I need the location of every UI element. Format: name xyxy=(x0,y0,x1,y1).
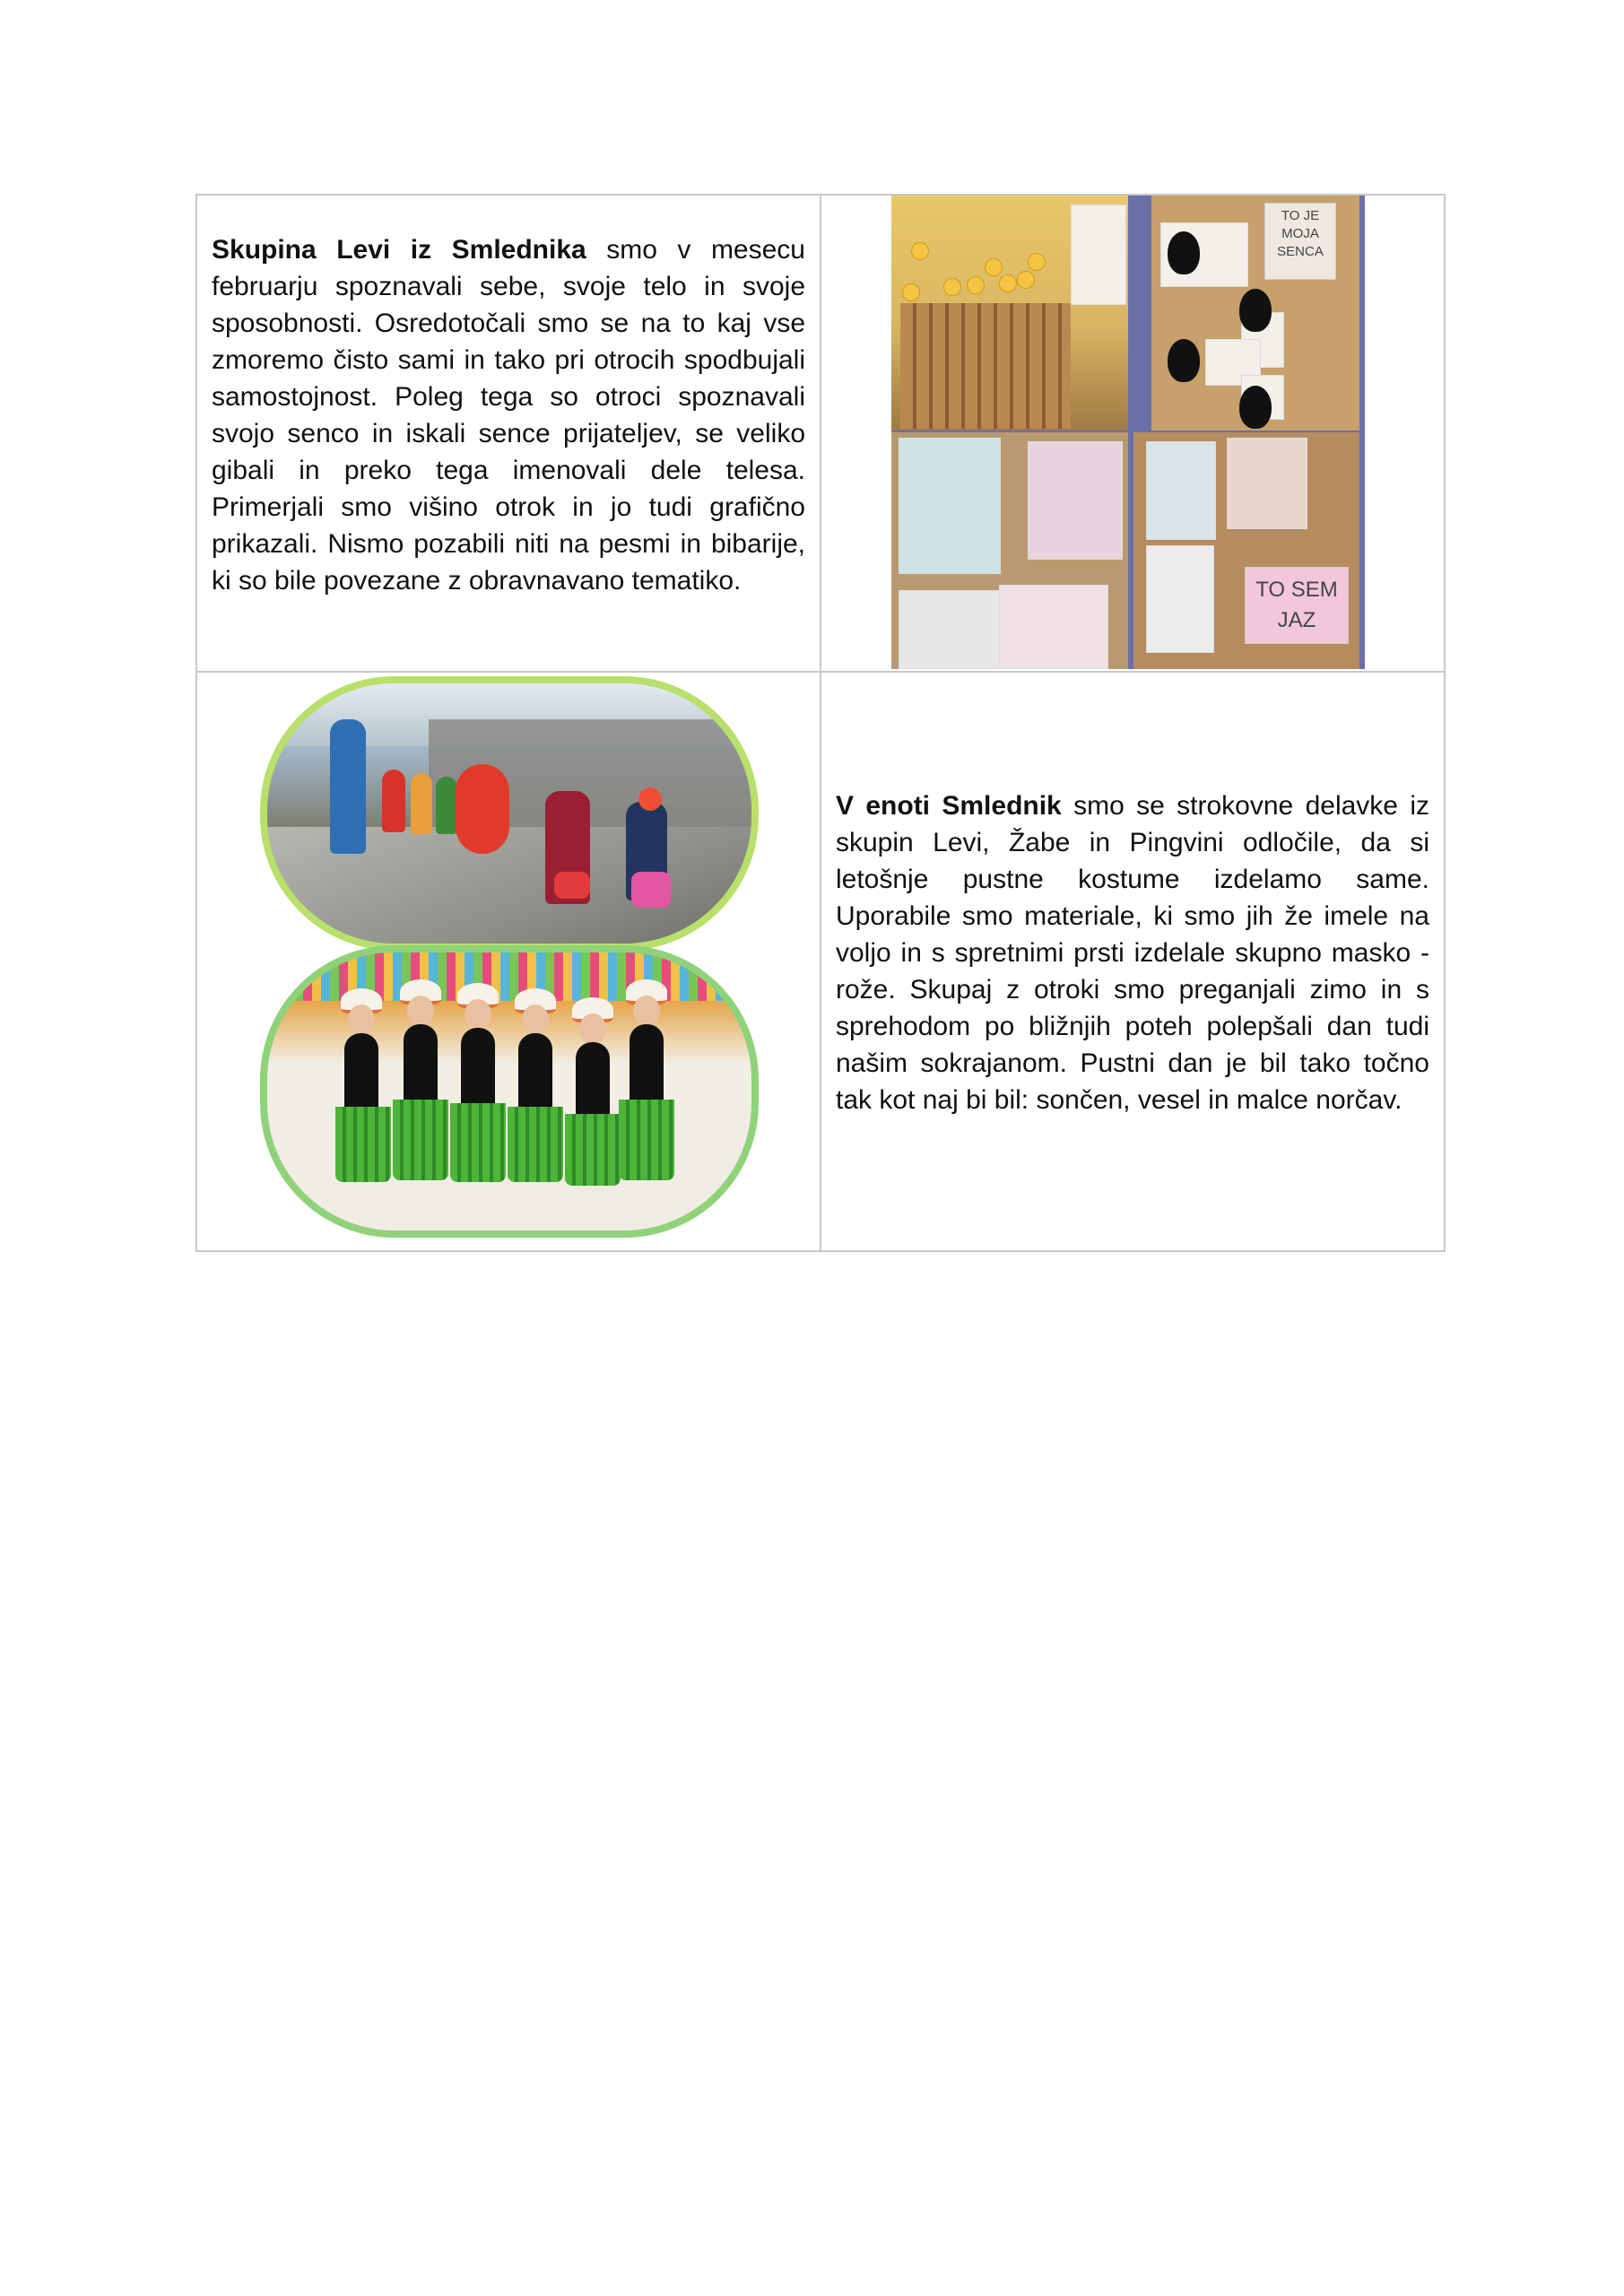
sunflower-height-chart-photo xyxy=(891,196,1128,430)
sign-shadow: TO JE MOJA SENCA xyxy=(1264,203,1336,280)
content-table xyxy=(195,194,1446,1252)
sign-me: TO SEM JAZ xyxy=(1245,567,1349,644)
children-drawings-photo xyxy=(891,432,1128,669)
paragraph-body: smo se strokovne delavke iz skupin Levi, Žabe in Pingvini odločile, da si letošnje pustne kostume izdelamo same. Uporabile smo materiale, ki smo jih že imele na voljo in s spretnimi prsti izdelale skupno masko - rože. Skupaj z otroki smo preganjali zimo in s sprehodom po bližnjih poteh polepšali dan tudi našim sokrajanom. Pustni dan je bil tako točno tak kot naj bi bil: sončen, vesel in malce norčav. xyxy=(836,791,1429,1115)
paragraph-body: smo v mesecu februarju spoznavali sebe, svoje telo in svoje sposobnosti. Osredotočali smo se na to kaj vse zmoremo čisto sami in tako pri otrocih spodbujali samostojnost. Poleg tega so otroci spoznavali svojo senco in iskali sence prijateljev, se veliko gibali in preko tega imenovali dele telesa. Primerjali smo višino otrok in jo tudi grafično prikazali. Nismo pozabili niti na pesmi in bibarije, ki so bile povezane z obravnavano tematiko. xyxy=(212,235,805,596)
paragraph-bold-lead: Skupina Levi iz Smlednika xyxy=(212,235,586,265)
text-cell-levi xyxy=(196,195,821,672)
paragraph-bold-lead: V enoti Smlednik xyxy=(836,791,1062,821)
table-row xyxy=(196,672,1445,1251)
carnival-walk-photo xyxy=(260,676,759,951)
shadow-silhouettes-photo xyxy=(1151,196,1359,430)
paragraph-smlednik xyxy=(821,673,1444,1118)
image-cell-costumes xyxy=(196,672,821,1251)
text-cell-smlednik xyxy=(821,672,1445,1251)
paragraph-levi xyxy=(197,196,820,599)
table-row xyxy=(196,195,1445,672)
self-portraits-photo xyxy=(1133,432,1359,669)
image-cell-collage xyxy=(821,195,1445,672)
teachers-flower-costumes-photo xyxy=(260,945,759,1238)
photo-collage xyxy=(891,196,1365,669)
